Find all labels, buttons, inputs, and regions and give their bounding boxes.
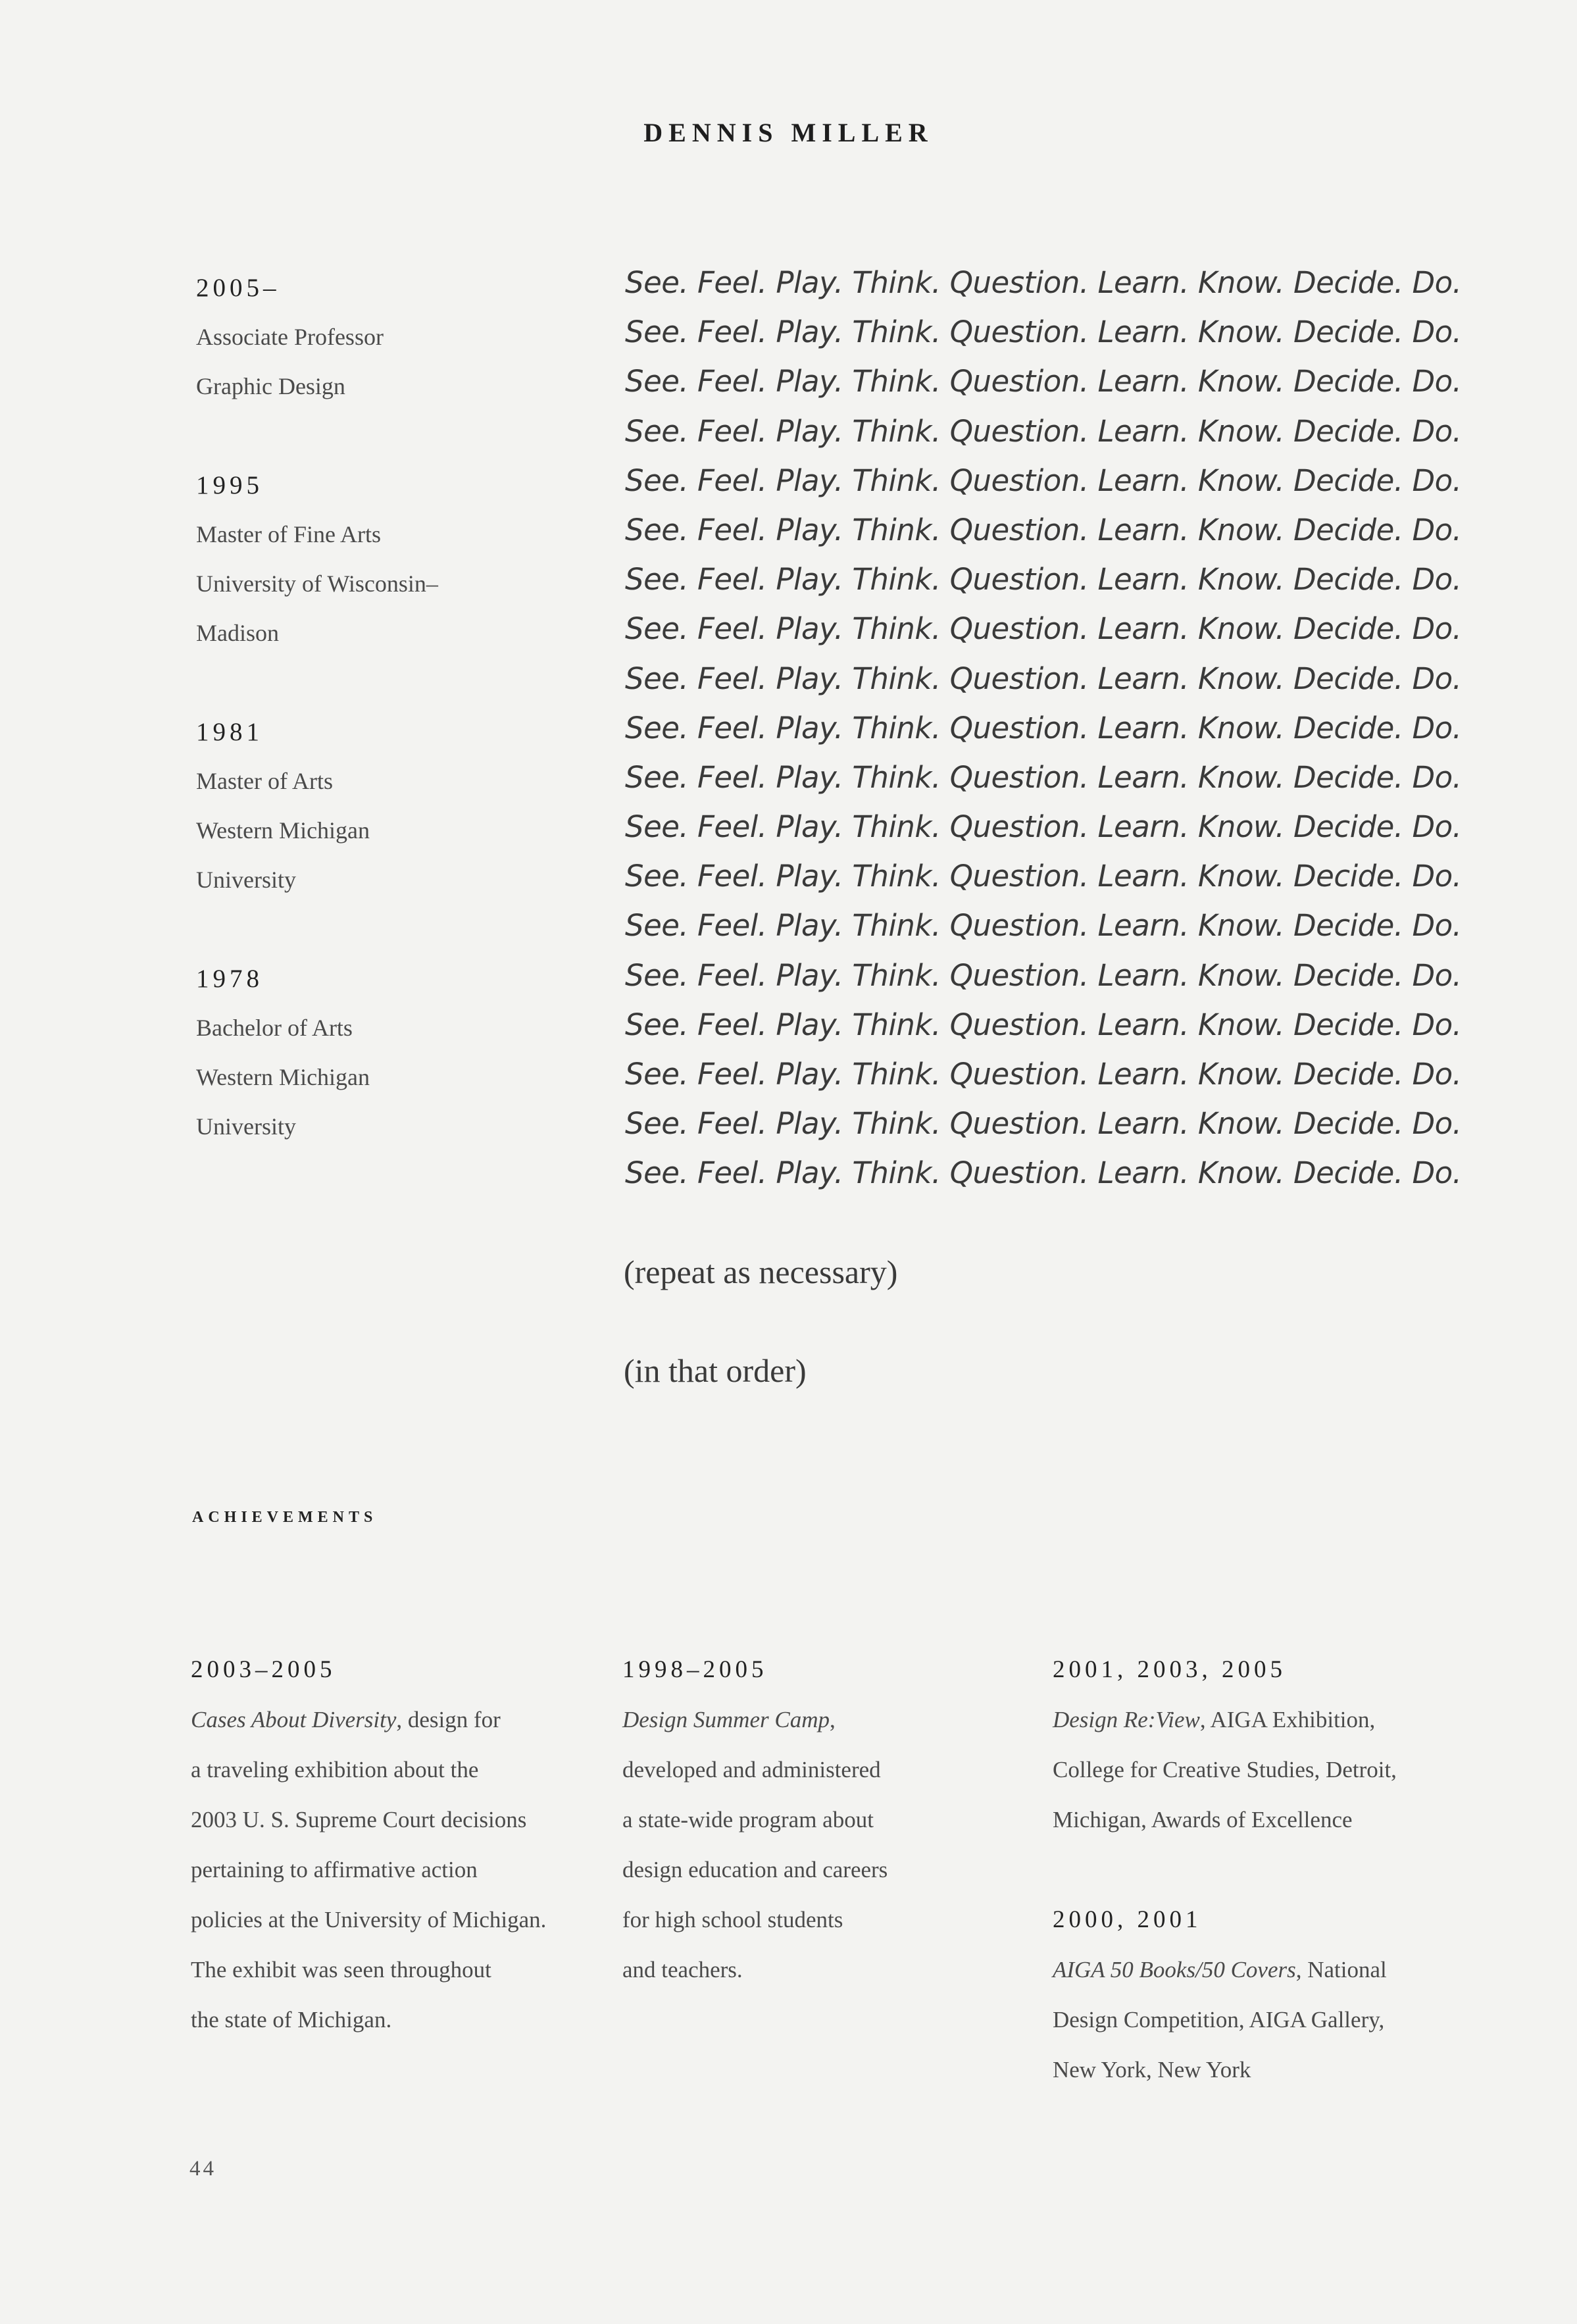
- achievement-detail: and teachers.: [622, 1957, 743, 1983]
- achievement-year: 2003–2005: [191, 1656, 336, 1683]
- achievement-detail: New York, New York: [1053, 2057, 1251, 2083]
- education-detail: Master of Fine Arts: [196, 521, 381, 547]
- education-entry: [196, 263, 525, 411]
- note-repeat: (repeat as necessary): [624, 1253, 898, 1290]
- achievement-detail: for high school students: [622, 1907, 843, 1932]
- entry-gap: [1053, 1845, 1461, 1895]
- mantra-line: See. Feel. Play. Think. Question. Learn. Know. Decide. Do.: [625, 1155, 1462, 1191]
- notes: [624, 1223, 897, 1420]
- mantra-line: See. Feel. Play. Think. Question. Learn. Know. Decide. Do.: [625, 315, 1462, 350]
- education-detail: Western Michigan: [196, 1064, 370, 1090]
- education-year: 2005–: [196, 274, 280, 302]
- education-detail: University of Wisconsin–: [196, 570, 438, 597]
- mantra-line: See. Feel. Play. Think. Question. Learn. Know. Decide. Do.: [625, 957, 1462, 993]
- achievements-column-1: [191, 1645, 599, 2045]
- achievement-title: Cases About Diversity: [191, 1707, 397, 1732]
- achievement-year: 2000, 2001: [1053, 1906, 1202, 1933]
- education-entry: [196, 707, 525, 905]
- education-detail: Bachelor of Arts: [196, 1015, 353, 1041]
- mantra-line: See. Feel. Play. Think. Question. Learn. Know. Decide. Do.: [625, 859, 1462, 894]
- page-title: DENNIS MILLER: [643, 118, 934, 147]
- mantra-line: See. Feel. Play. Think. Question. Learn. Know. Decide. Do.: [625, 562, 1462, 597]
- note-order: (in that order): [624, 1352, 807, 1389]
- achievement-detail: pertaining to affirmative action: [191, 1857, 478, 1882]
- achievement-title: Design Summer Camp: [622, 1707, 830, 1732]
- education-detail: Graphic Design: [196, 373, 345, 399]
- achievements-column-2: [622, 1645, 1030, 1995]
- achievement-title: Design Re:View: [1053, 1707, 1200, 1732]
- achievement-year: 1998–2005: [622, 1656, 768, 1683]
- mantra-line: See. Feel. Play. Think. Question. Learn. Know. Decide. Do.: [625, 759, 1462, 795]
- mantra-line: See. Feel. Play. Think. Question. Learn. Know. Decide. Do.: [625, 611, 1462, 647]
- education-detail: Western Michigan: [196, 817, 370, 844]
- achievement-title-rest: ,: [829, 1707, 836, 1732]
- achievement-title-rest: , design for: [396, 1707, 501, 1732]
- education-year: 1978: [196, 965, 263, 993]
- achievement-title-rest: , AIGA Exhibition,: [1199, 1707, 1376, 1732]
- mantra-line: See. Feel. Play. Think. Question. Learn. Know. Decide. Do.: [625, 1007, 1462, 1042]
- achievements-column-3: [1053, 1645, 1461, 2095]
- achievement-detail: policies at the University of Michigan.: [191, 1907, 547, 1932]
- mantra-line: See. Feel. Play. Think. Question. Learn. Know. Decide. Do.: [625, 413, 1462, 449]
- mantra-line: See. Feel. Play. Think. Question. Learn. Know. Decide. Do.: [625, 1106, 1462, 1142]
- education-detail: Master of Arts: [196, 768, 333, 794]
- education-year: 1981: [196, 718, 263, 746]
- mantra-line: See. Feel. Play. Think. Question. Learn. Know. Decide. Do.: [625, 809, 1462, 845]
- achievement-detail: a traveling exhibition about the: [191, 1757, 479, 1782]
- achievement-detail: design education and careers: [622, 1857, 888, 1882]
- education-detail: Associate Professor: [196, 324, 384, 350]
- achievement-detail: the state of Michigan.: [191, 2007, 392, 2033]
- mantra-line: See. Feel. Play. Think. Question. Learn. Know. Decide. Do.: [625, 1057, 1462, 1092]
- mantra-line: See. Feel. Play. Think. Question. Learn. Know. Decide. Do.: [625, 661, 1462, 696]
- page-number: 44: [189, 2157, 216, 2181]
- achievement-title-line: [191, 1695, 599, 1745]
- education-detail: University: [196, 1113, 296, 1140]
- education-detail: University: [196, 867, 296, 893]
- education-entry: [196, 461, 525, 658]
- achievement-detail: 2003 U. S. Supreme Court decisions: [191, 1807, 527, 1832]
- achievements-heading: ACHIEVEMENTS: [192, 1509, 378, 1526]
- education-entry: [196, 954, 525, 1151]
- mantra-line: See. Feel. Play. Think. Question. Learn. Know. Decide. Do.: [625, 908, 1462, 944]
- achievement-detail: a state-wide program about: [622, 1807, 874, 1832]
- achievement-year: 2001, 2003, 2005: [1053, 1656, 1286, 1683]
- education-year: 1995: [196, 471, 263, 499]
- education-column: [196, 263, 525, 1201]
- achievement-detail: Design Competition, AIGA Gallery,: [1053, 2007, 1385, 2033]
- achievement-title: AIGA 50 Books/50 Covers: [1053, 1957, 1296, 1983]
- achievement-title-line: [1053, 1695, 1461, 1745]
- mantra-line: See. Feel. Play. Think. Question. Learn. Know. Decide. Do.: [625, 265, 1462, 300]
- mantra-line: See. Feel. Play. Think. Question. Learn. Know. Decide. Do.: [625, 710, 1462, 745]
- education-detail: Madison: [196, 620, 279, 646]
- achievement-title-line: [622, 1695, 1030, 1745]
- achievement-detail: Michigan, Awards of Excellence: [1053, 1807, 1353, 1832]
- achievement-detail: developed and administered: [622, 1757, 881, 1782]
- achievement-detail: The exhibit was seen throughout: [191, 1957, 491, 1983]
- mantra-line: See. Feel. Play. Think. Question. Learn. Know. Decide. Do.: [625, 512, 1462, 547]
- achievement-detail: College for Creative Studies, Detroit,: [1053, 1757, 1397, 1782]
- mantra-column: [625, 258, 1480, 1198]
- mantra-line: See. Feel. Play. Think. Question. Learn. Know. Decide. Do.: [625, 364, 1462, 399]
- achievement-title-line: [1053, 1945, 1461, 1995]
- achievement-title-rest: , National: [1295, 1957, 1387, 1983]
- mantra-line: See. Feel. Play. Think. Question. Learn. Know. Decide. Do.: [625, 463, 1462, 498]
